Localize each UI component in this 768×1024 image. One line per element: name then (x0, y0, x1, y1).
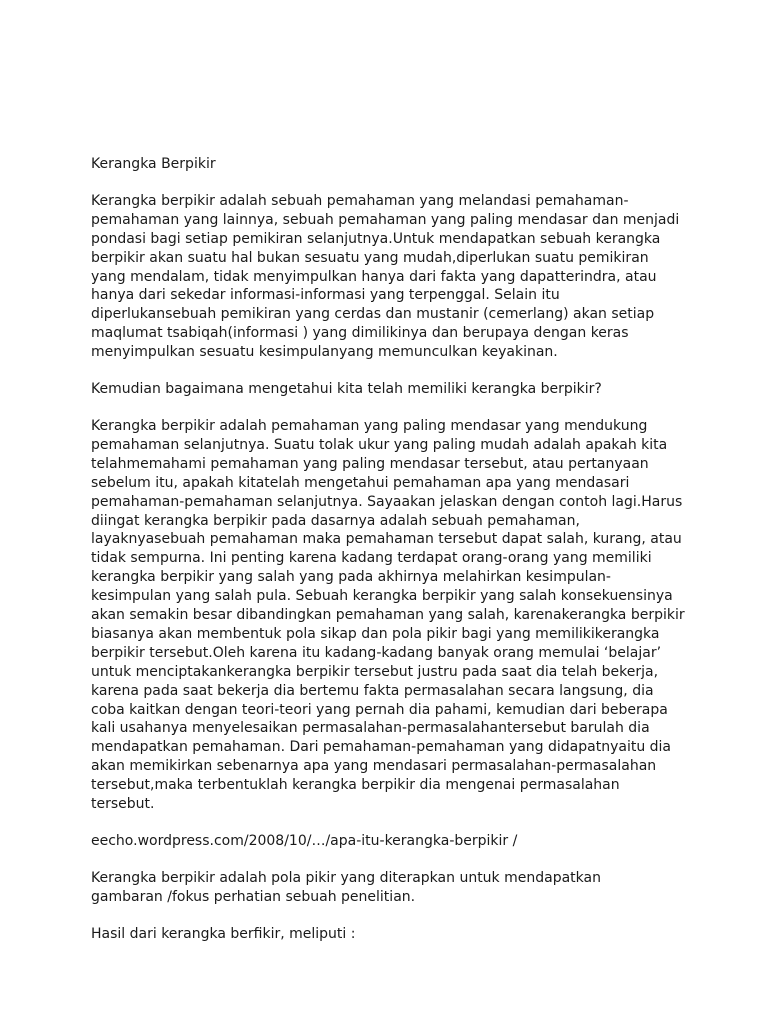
paragraph-pola-pikir: Kerangka berpikir adalah pola pikir yang diterapkan untuk mendapatkan gambaran /fokus perhatian sebuah penelitian. (91, 869, 601, 905)
document-title: Kerangka Berpikir (91, 156, 216, 172)
paragraph-explanation: Kerangka berpikir adalah pemahaman yang paling mendasar yang mendukung pemahaman selanjutnya. Suatu tolak ukur yang paling mudah adalah apakah kita telahmemahami pemahaman yang paling mendasar tersebut, atau pertanyaan sebelum itu, apakah kitatelah mengetahui pemahaman apa yang mendasari pemahaman-pemahaman selanjutnya. Sayaakan jelaskan dengan contoh lagi.Harus diingat kerangka berpikir pada dasarnya adalah sebuah pemahaman, layaknyasebuah pemahaman maka pemahaman tersebut dapat salah, kurang, atau tidak sempurna. Ini penting karena kadang terdapat orang-orang yang memiliki kerangka berpikir yang salah yang pada akhirnya melahirkan kesimpulan- kesimpulan yang salah pula. Sebuah kerangka berpikir yang salah konsekuensinya akan semakin besar dibandingkan pemahaman yang salah, karenakerangka berpikir biasanya akan membentuk pola sikap dan pola pikir bagi yang memilikikerangka berpikir tersebut.Oleh karena itu kadang-kadang banyak orang memulai ‘belajar’ untuk menciptakankerangka berpikir tersebut justru pada saat dia telah bekerja, karena pada saat bekerja dia bertemu fakta permasalahan secara langsung, dia coba kaitkan dengan teori-teori yang pernah dia pahami, kemudian dari beberapa kali usahanya menyelesaikan permasalahan-permasalahantersebut barulah dia mendapatkan pemahaman. Dari pemahaman-pemahaman yang didapatnyaitu dia akan memikirkan sebenarnya apa yang mendasari permasalahan-permasalahan tersebut,maka terbentuklah kerangka berpikir dia mengenai permasalahan tersebut. (91, 417, 685, 813)
paragraph-definition: Kerangka berpikir adalah sebuah pemahaman yang melandasi pemahaman- pemahaman yang lainnya, sebuah pemahaman yang paling mendasar dan menjadi pondasi bagi setiap pemikiran selanjutnya.Untuk mendapatkan sebuah kerangka berpikir akan suatu hal bukan sesuatu yang mudah,diperlukan suatu pemikiran yang mendalam, tidak menyimpulkan hanya dari fakta yang dapatterindra, atau hanya dari sekedar informasi-informasi yang terpenggal. Selain itu diperlukansebuah pemikiran yang cerdas dan mustanir (cemerlang) akan setiap maqlumat tsabiqah(informasi ) yang dimilikinya dan berupaya dengan keras menyimpulkan sesuatu kesimpulanyang memunculkan keyakinan. (91, 192, 680, 361)
paragraph-hasil: Hasil dari kerangka berfikir, meliputi : (91, 925, 356, 942)
document-body (91, 155, 691, 962)
source-url: eecho.wordpress.com/2008/10/…/apa-itu-kerangka-berpikir / (91, 833, 518, 849)
paragraph-question: Kemudian bagaimana mengetahui kita telah memiliki kerangka berpikir? (91, 381, 602, 398)
